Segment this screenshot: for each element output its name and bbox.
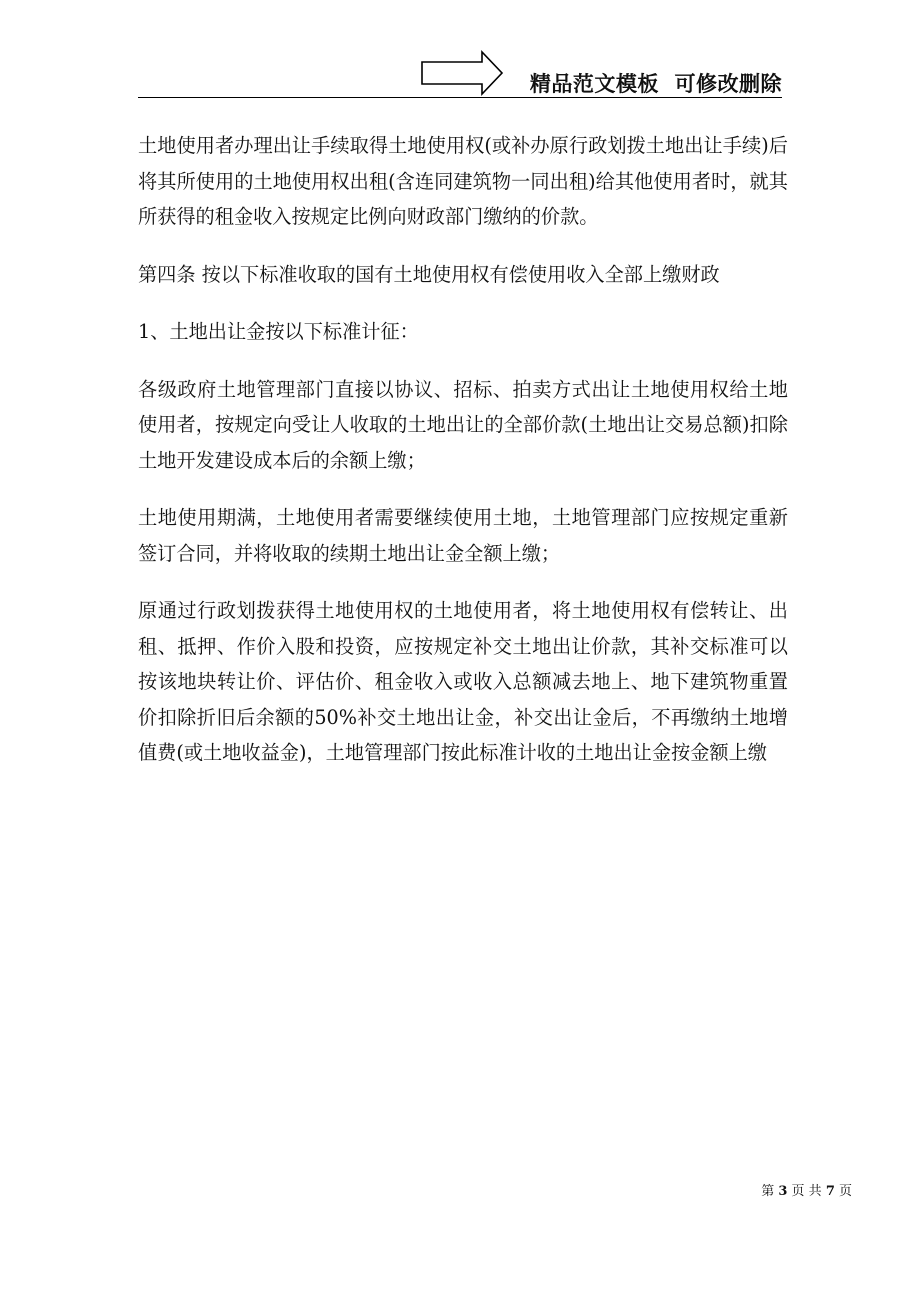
- footer-middle: 页 共: [787, 1184, 826, 1199]
- current-page-number: 3: [778, 1184, 788, 1199]
- header-divider: [138, 97, 782, 98]
- paragraph: 各级政府土地管理部门直接以协议、招标、拍卖方式出让土地使用权给土地使用者，按规定向受让人收取的土地出让的全部价款(土地出让交易总额)扣除土地开发建设成本后的余额上缴；: [138, 377, 788, 472]
- arrow-right-outline-icon: [420, 50, 504, 96]
- paragraph: 1、土地出让金按以下标准计征：: [138, 320, 419, 343]
- paragraph: 土地使用者办理出让手续取得土地使用权(或补办原行政划拨土地出让手续)后将其所使用的土地使用权出租(含连同建筑物一同出租)给其他使用者时，就其所获得的租金收入按规定比例向财政部门缴纳的价款。: [138, 134, 788, 228]
- paragraph: 土地使用期满，土地使用者需要继续使用土地，土地管理部门应按规定重新签订合同，并将收取的续期土地出让金全额上缴；: [138, 506, 788, 565]
- header-title: 精品范文模板 可修改删除: [529, 72, 782, 96]
- paragraph: 原通过行政划拨获得土地使用权的土地使用者，将土地使用权有偿转让、出租、抵押、作价入股和投资，应按规定补交土地出让价款，其补交标准可以按该地块转让价、评估价、租金收入或收入总额减去地上、地下建筑物重置价扣除折旧后余额的50%补交土地出让金，补交出让金后，不再缴纳土地增值费(或土地收益金)，土地管理部门按此标准计收的土地出让金按金额上缴: [138, 599, 788, 764]
- total-pages-number: 7: [825, 1184, 835, 1199]
- page-footer: [761, 1180, 852, 1199]
- paragraph: 第四条 按以下标准收取的国有土地使用权有偿使用收入全部上缴财政: [138, 262, 720, 286]
- footer-prefix: 第: [761, 1184, 779, 1199]
- page-header: [138, 50, 782, 98]
- document-body: [138, 128, 788, 793]
- footer-suffix: 页: [834, 1184, 852, 1199]
